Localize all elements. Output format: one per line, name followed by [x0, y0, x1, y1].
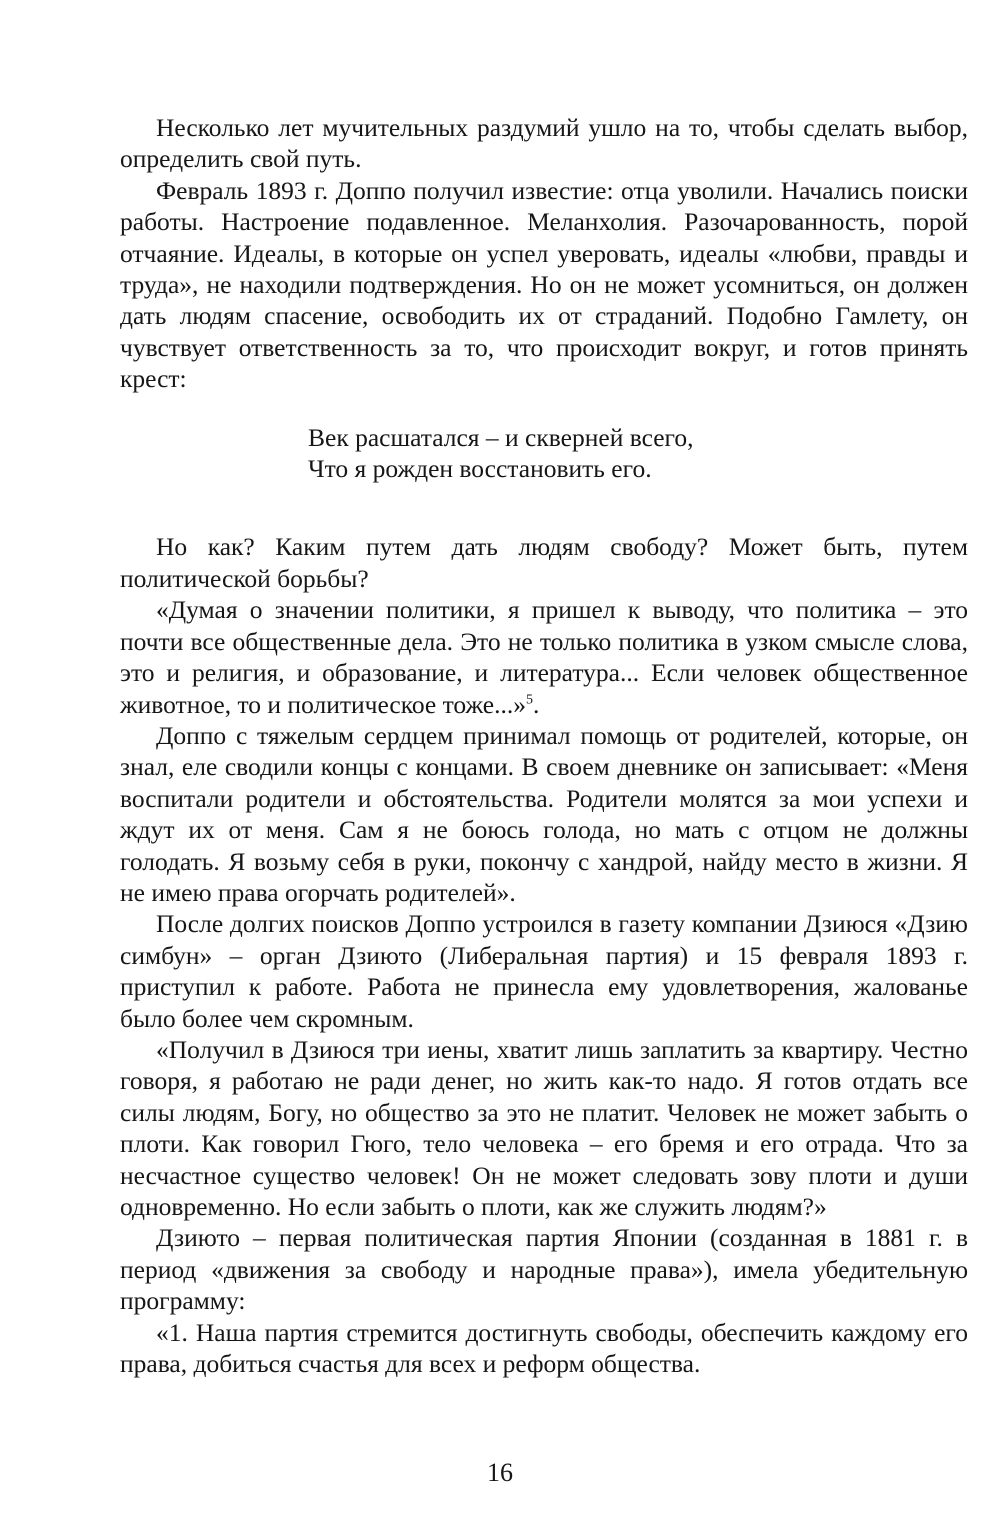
paragraph: «Думая о значении политики, я пришел к выводу, что политика – это почти все общественные дела. Это не только политика в узком смысле слова, это и религия, и образование, и литература... Если человек общественное животное, то и политическое тоже...»$^5$. [120, 595, 968, 719]
paragraph: «1. Наша партия стремится достигнуть свободы, обеспечить каждому его права, добиться счастья для всех и реформ общества. [120, 1317, 968, 1379]
verse-line: Век расшатался – и скверней всего, [308, 422, 694, 452]
paragraph: Февраль 1893 г. Доппо получил известие: отца уволили. Начались поиски работы. Настроение подавленное. Меланхолия. Разочарованность, порой отчаяние. Идеалы, в которые он успел уверовать, идеалы «любви, правды и труда», не находили подтверждения. Но он не может усомниться, он должен дать людям спасение, освободить их от страданий. Подобно Гамлету, он чувствует ответственность за то, что происходит вокруг, и готов принять крест: [120, 175, 968, 394]
paragraph: Несколько лет мучительных раздумий ушло на то, чтобы сделать выбор, определить свой путь. [120, 113, 968, 174]
paragraph: «Получил в Дзиюся три иены, хватит лишь заплатить за квартиру. Честно говоря, я работаю не ради денег, но жить как-то надо. Я готов отдать все силы людям, Богу, но общество за это не платит. Человек не может забыть о плоти. Как говорил Гюго, тело человека – его бремя и его отрада. Что за несчастное существо человек! Он не может следовать зову плоти и души одновременно. Но если забыть о плоти, как же служить людям?» [120, 1034, 968, 1221]
page-number: 16 [487, 1458, 513, 1487]
book-page [120, 112, 968, 1379]
verse-quote [308, 422, 968, 485]
paragraph: Дзиюто – первая политическая партия Японии (созданная в 1881 г. в период «движения за свободу и народные права»), имела убедительную программу: [120, 1223, 968, 1316]
footnote-marker: 5 [525, 692, 533, 707]
paragraph: После долгих поисков Доппо устроился в газету компании Дзиюся «Дзию симбун» – орган Дзиюто (Либеральная партия) и 15 февраля 1893 г. приступил к работе. Работа не принесла ему удовлетворения, жалованье было более чем скромным. [120, 909, 968, 1033]
paragraph-text: «Думая о значении политики, я пришел к выводу, что политика – это почти все общественные дела. Это не только политика в узком смысле слова, это и религия, и образование, и литература... Если человек общественное животное, то и политическое тоже...» [120, 595, 968, 719]
verse-line: Что я рожден восстановить его. [308, 454, 652, 484]
paragraph: Доппо с тяжелым сердцем принимал помощь от родителей, которые, он знал, еле сводили концы с концами. В своем дневнике он записывает: «Меня воспитали родители и обстоятельства. Родители молятся за мои успехи и ждут их от меня. Сам я не боюсь голода, но мать с отцом не должны голодать. Я возьму себя в руки, покончу с хандрой, найду место в жизни. Я не имею права огорчать родителей». [120, 720, 968, 907]
paragraph: Но как? Каким путем дать людям свободу? Может быть, путем политической борьбы? [120, 532, 968, 593]
